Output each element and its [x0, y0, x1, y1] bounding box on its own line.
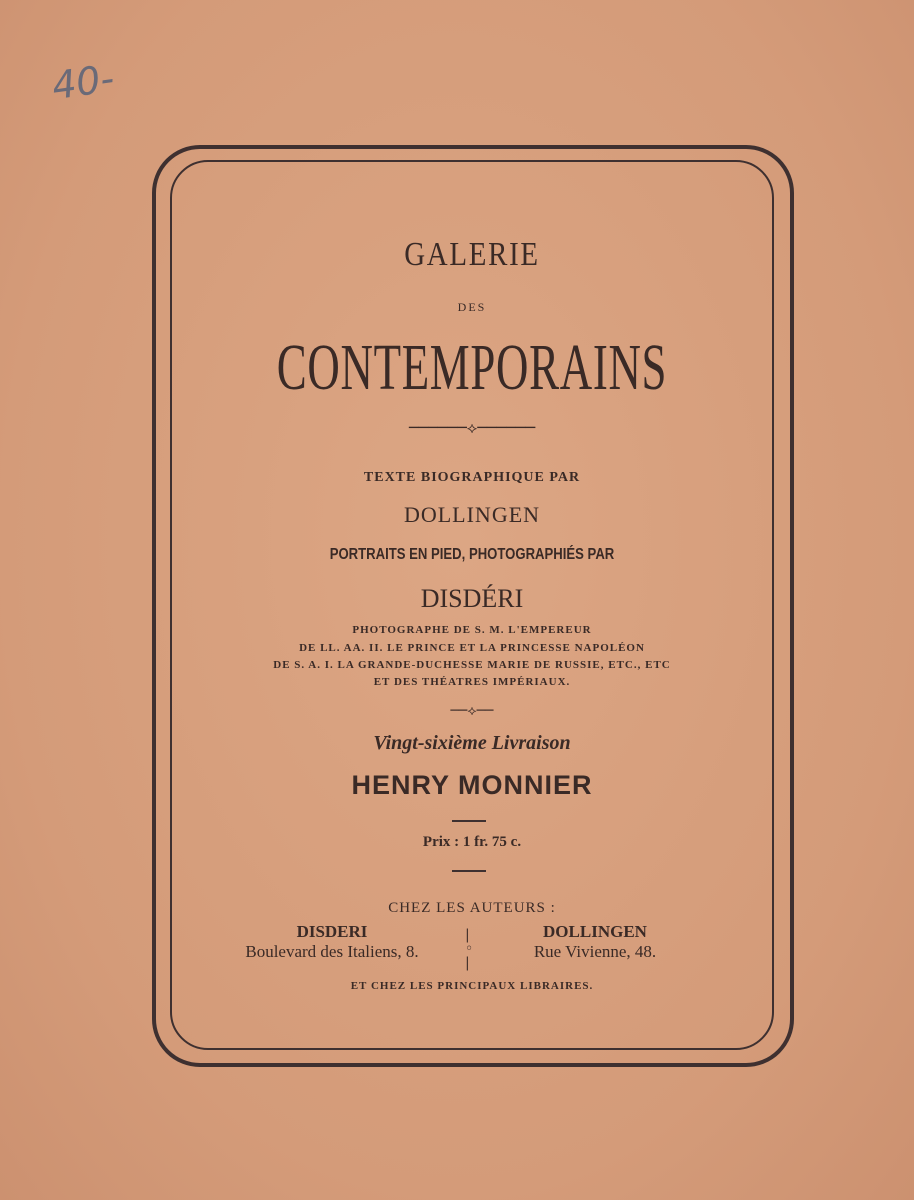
- credential-line: ET DES THÉATRES IMPÉRIAUX.: [373, 676, 571, 688]
- seller-name: DOLLINGEN: [543, 922, 647, 941]
- handwritten-price-note: 40-: [49, 55, 117, 109]
- title-galerie: GALERIE: [404, 236, 540, 273]
- seller-name: DISDERI: [296, 922, 368, 941]
- seller-dollingen: [510, 922, 680, 962]
- title-des: DES: [457, 300, 487, 314]
- credential-line: DE S. A. I. LA GRANDE-DUCHESSE MARIE DE RUSSIE, ETC., ETC: [273, 659, 671, 671]
- rule-line: [452, 870, 486, 872]
- seller-address: Rue Vivienne, 48.: [533, 942, 657, 961]
- rule-line: [452, 820, 486, 822]
- separator-ornament: | ◦ |: [465, 927, 474, 971]
- seller-address: Boulevard des Italiens, 8.: [245, 942, 419, 961]
- libraires-line: ET CHEZ LES PRINCIPAUX LIBRAIRES.: [350, 980, 594, 992]
- author-name: DOLLINGEN: [403, 502, 541, 527]
- ornament-divider-small: ──⟡──: [450, 703, 494, 719]
- portraits-label: PORTRAITS EN PIED, PHOTOGRAPHIÉS PAR: [329, 546, 615, 563]
- issue-number: Vingt-sixième Livraison: [373, 732, 571, 754]
- credential-line: DE LL. AA. II. LE PRINCE ET LA PRINCESSE NAPOLÉON: [299, 642, 645, 654]
- seller-disderi: [232, 922, 432, 962]
- texte-label: TEXTE BIOGRAPHIQUE PAR: [363, 470, 581, 485]
- subject-name: HENRY MONNIER: [351, 770, 593, 800]
- title-contemporains: CONTEMPORAINS: [276, 331, 668, 404]
- credential-line: PHOTOGRAPHE DE S. M. L'EMPEREUR: [352, 624, 592, 636]
- chez-label: CHEZ LES AUTEURS :: [388, 900, 556, 916]
- price: Prix : 1 fr. 75 c.: [422, 834, 522, 850]
- ornament-divider: ──────⟡──────: [408, 418, 536, 437]
- photographer-name: DISDÉRI: [420, 584, 524, 613]
